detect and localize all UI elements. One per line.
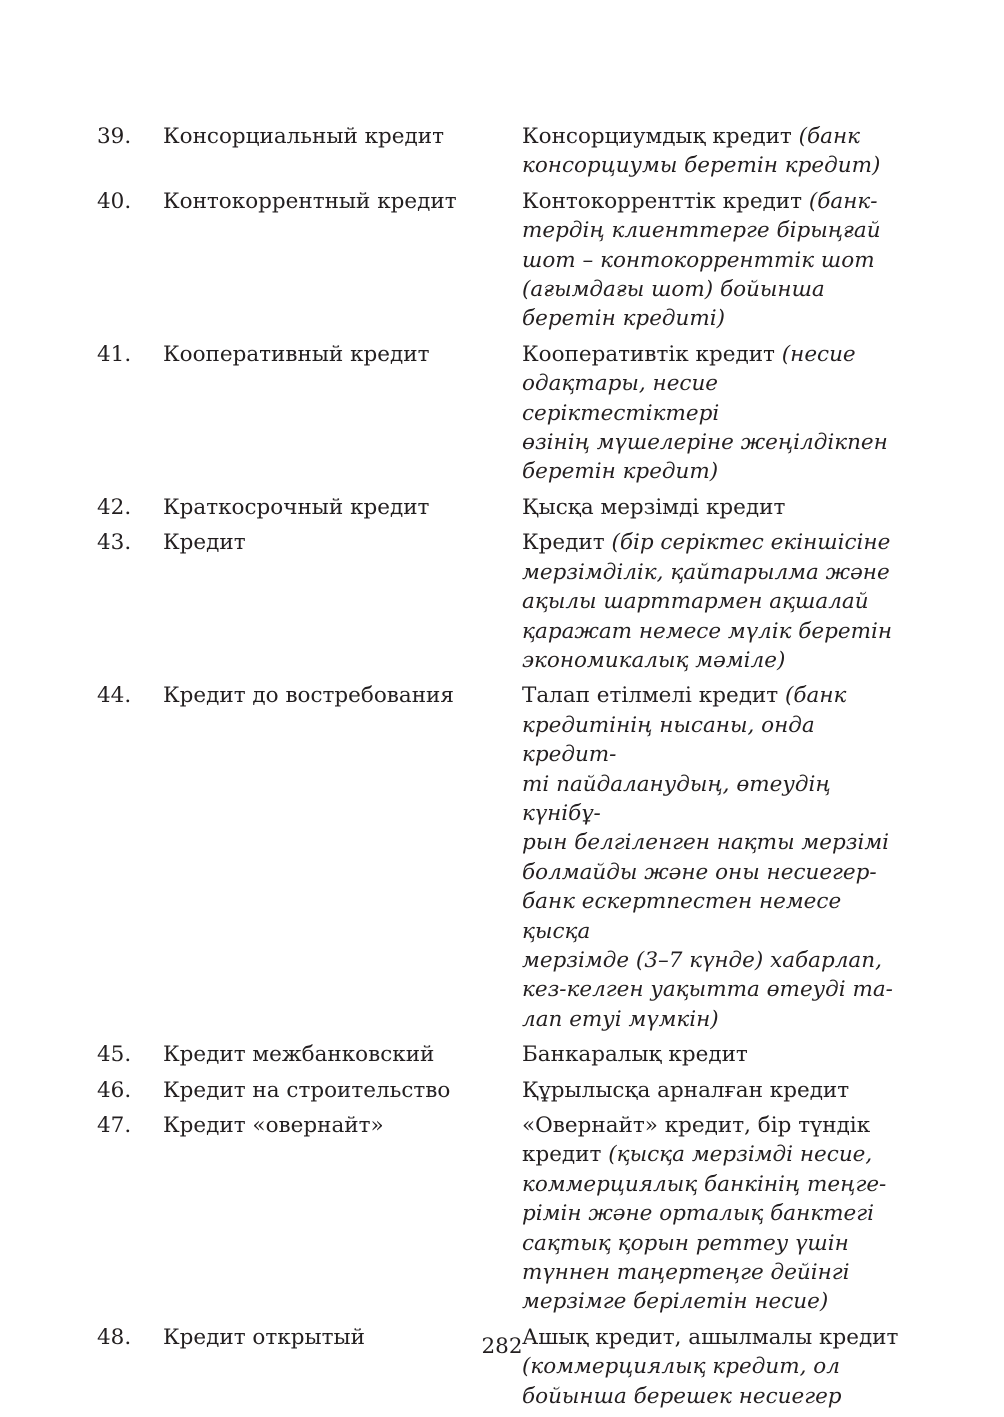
russian-term: Кредит открытый [163,1324,365,1350]
entry-number: 45. [97,1042,132,1068]
kazakh-translation [522,1040,907,1069]
kazakh-term: Қысқа мерзімді кредит [522,494,786,520]
glossary-entry [97,1111,917,1317]
entry-number: 43. [97,530,132,556]
page-number: 282 [481,1334,523,1359]
kazakh-translation [522,122,907,181]
russian-term: Кредит межбанковский [163,1042,435,1068]
kazakh-description: (коммерциялық кредит, ол бойынша берешек несиегер [522,1354,842,1409]
glossary-entry [97,493,917,522]
russian-term: Контокоррентный кредит [163,188,457,214]
entry-number: 44. [97,683,132,709]
russian-term: Кредит до востребования [163,683,454,709]
russian-term: Кредит [163,530,246,556]
kazakh-term: Құрылысқа арналған кредит [522,1077,850,1103]
entry-number: 40. [97,188,132,214]
glossary-entry [97,340,917,487]
kazakh-description: (банк консорциумы беретін кредит) [522,124,881,179]
entry-number: 46. [97,1077,132,1103]
kazakh-translation [522,187,907,334]
kazakh-translation [522,1111,907,1317]
entry-number: 47. [97,1113,132,1138]
kazakh-description: (несие одақтары, несие серіктестіктері өзінің мүшелеріне жеңілдікпен беретін кредит) [522,341,888,485]
glossary-list [97,122,917,1417]
kazakh-term: Талап етілмелі кредит [522,683,785,709]
kazakh-term: Ашық кредит, ашылмалы кредит [522,1324,899,1350]
kazakh-description: (бір серіктес екіншісіне мерзімділік, қайтарылма және ақылы шарттармен ақшалай қаражат немесе мүлік беретін экономикалық мәміле) [522,530,893,673]
kazakh-term: Контокорренттік кредит [522,188,809,214]
glossary-entry [97,681,917,1034]
kazakh-description: (банк кредитінің нысаны, онда кредит- ті пайдаланудың, өтеудің күнібұ- рын белгіленген нақты мерзімі болмайды және оны несиегер- банк ескертпестен немесе қысқа мерзімде (3–7 күнде) хабарлап, кез-келген уақытта өтеуді та- лап етуі мүмкін) [522,683,893,1032]
russian-term: Кооперативный кредит [163,341,430,367]
kazakh-term: Консорциумдық кредит [522,124,799,149]
entry-number: 48. [97,1324,132,1350]
kazakh-term: Кредит [522,530,612,556]
kazakh-term: Кооперативтік кредит [522,341,782,367]
glossary-entry [97,528,917,675]
kazakh-description: (банк- тердің клиенттерге бірыңғай шот – контокорренттік шот (ағымдағы шот) бойынша беретін кредиті) [522,188,881,332]
russian-term: Кредит на строительство [163,1077,451,1103]
kazakh-translation [522,340,907,487]
glossary-entry [97,1040,917,1069]
kazakh-description: (қысқа мерзімді несие, коммерциялық банкінің теңге- рімін және орталық банктегі сақтық қорын реттеу үшін түннен таңертеңге дейінгі мерзімге берілетін несие) [522,1142,887,1315]
kazakh-translation [522,528,907,675]
kazakh-translation [522,681,907,1034]
glossary-entry [97,122,917,181]
kazakh-term: Банкаралық кредит [522,1042,748,1068]
russian-term: Краткосрочный кредит [163,494,430,520]
glossary-entry [97,187,917,334]
glossary-entry [97,1076,917,1105]
kazakh-translation [522,493,907,522]
russian-term: Кредит «овернайт» [163,1113,384,1138]
entry-number: 42. [97,494,132,520]
kazakh-term: «Овернайт» кредит, бір түндік кредит [522,1113,871,1168]
russian-term: Консорциальный кредит [163,124,444,149]
kazakh-translation [522,1076,907,1105]
entry-number: 39. [97,124,132,149]
entry-number: 41. [97,341,132,367]
